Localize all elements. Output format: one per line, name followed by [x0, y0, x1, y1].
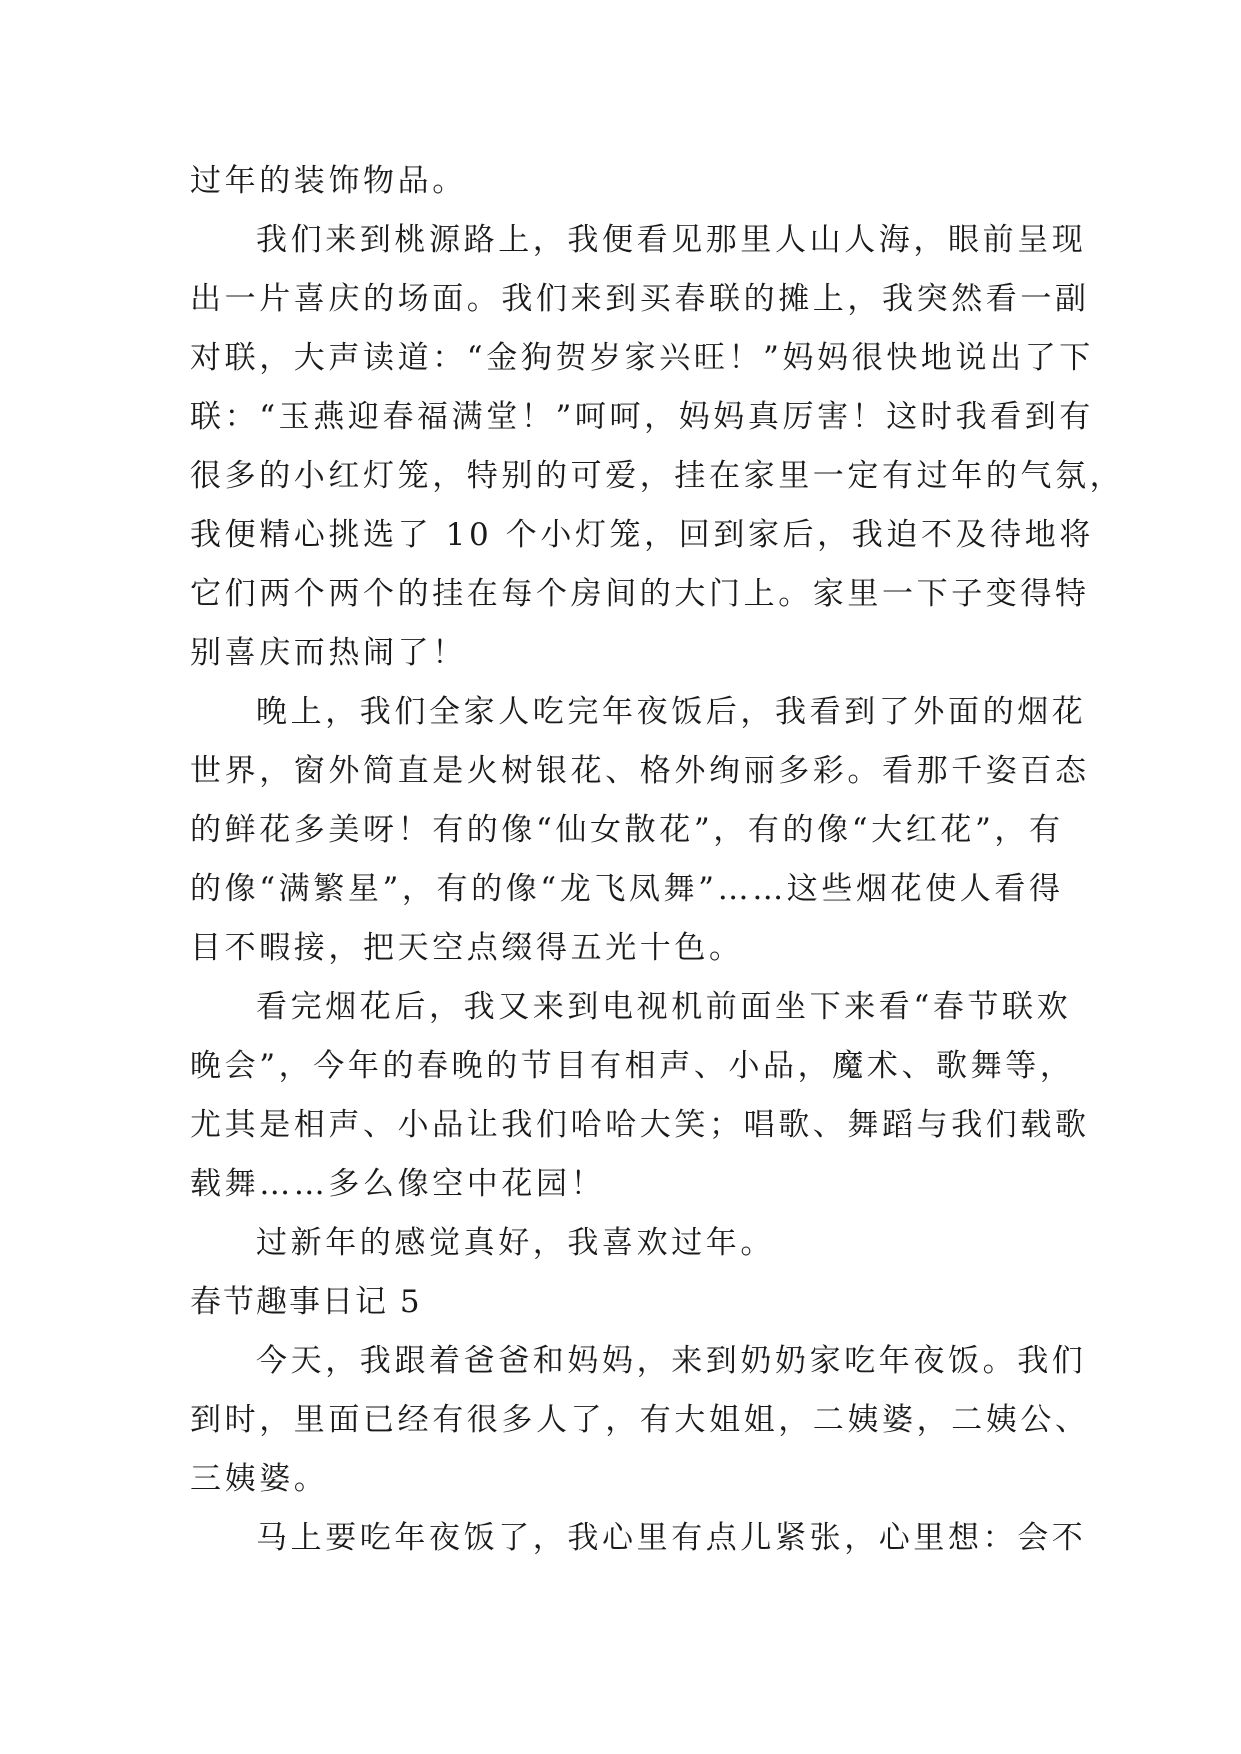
text-line: 对联，大声读道：“金狗贺岁家兴旺！”妈妈很快地说出了下	[190, 340, 1094, 376]
text-line: 它们两个两个的挂在每个房间的大门上。家里一下子变得特	[190, 576, 1090, 612]
text-line: 别喜庆而热闹了！	[190, 635, 467, 671]
paragraph-first-line: 我们来到桃源路上，我便看见那里人山人海，眼前呈现	[256, 222, 1087, 258]
section-heading: 春节趣事日记 5	[190, 1284, 422, 1320]
paragraph-first-line: 晚上，我们全家人吃完年夜饭后，我看到了外面的烟花	[256, 694, 1087, 730]
text-line: 晚会”，今年的春晚的节目有相声、小品，魔术、歌舞等，	[190, 1048, 1075, 1084]
paragraph-first-line: 今天，我跟着爸爸和妈妈，来到奶奶家吃年夜饭。我们	[256, 1343, 1087, 1379]
text-line: 的鲜花多美呀！有的像“仙女散花”，有的像“大红花”，有	[190, 812, 1064, 848]
text-line: 世界，窗外简直是火树银花、格外绚丽多彩。看那千姿百态	[190, 753, 1090, 789]
text-line: 联：“玉燕迎春福满堂！”呵呵，妈妈真厉害！这时我看到有	[190, 399, 1094, 435]
paragraph-first-line: 马上要吃年夜饭了，我心里有点儿紧张，心里想：会不	[256, 1520, 1087, 1556]
text-line: 三姨婆。	[190, 1461, 329, 1497]
text-line: 到时，里面已经有很多人了，有大姐姐，二姨婆，二姨公、	[190, 1402, 1090, 1438]
paragraph-first-line: 看完烟花后，我又来到电视机前面坐下来看“春节联欢	[256, 989, 1072, 1025]
paragraph-first-line: 过新年的感觉真好，我喜欢过年。	[256, 1225, 775, 1261]
text-line: 载舞……多么像空中花园！	[190, 1166, 606, 1202]
text-line: 很多的小红灯笼，特别的可爱，挂在家里一定有过年的气氛，	[190, 458, 1125, 494]
text-line: 我便精心挑选了 10 个小灯笼，回到家后，我迫不及待地将	[190, 517, 1094, 553]
text-line: 出一片喜庆的场面。我们来到买春联的摊上，我突然看一副	[190, 281, 1090, 317]
text-line: 目不暇接，把天空点缀得五光十色。	[190, 930, 744, 966]
text-line: 过年的装饰物品。	[190, 163, 467, 199]
text-line: 的像“满繁星”，有的像“龙飞凤舞”……这些烟花使人看得	[190, 871, 1064, 907]
text-line: 尤其是相声、小品让我们哈哈大笑；唱歌、舞蹈与我们载歌	[190, 1107, 1090, 1143]
